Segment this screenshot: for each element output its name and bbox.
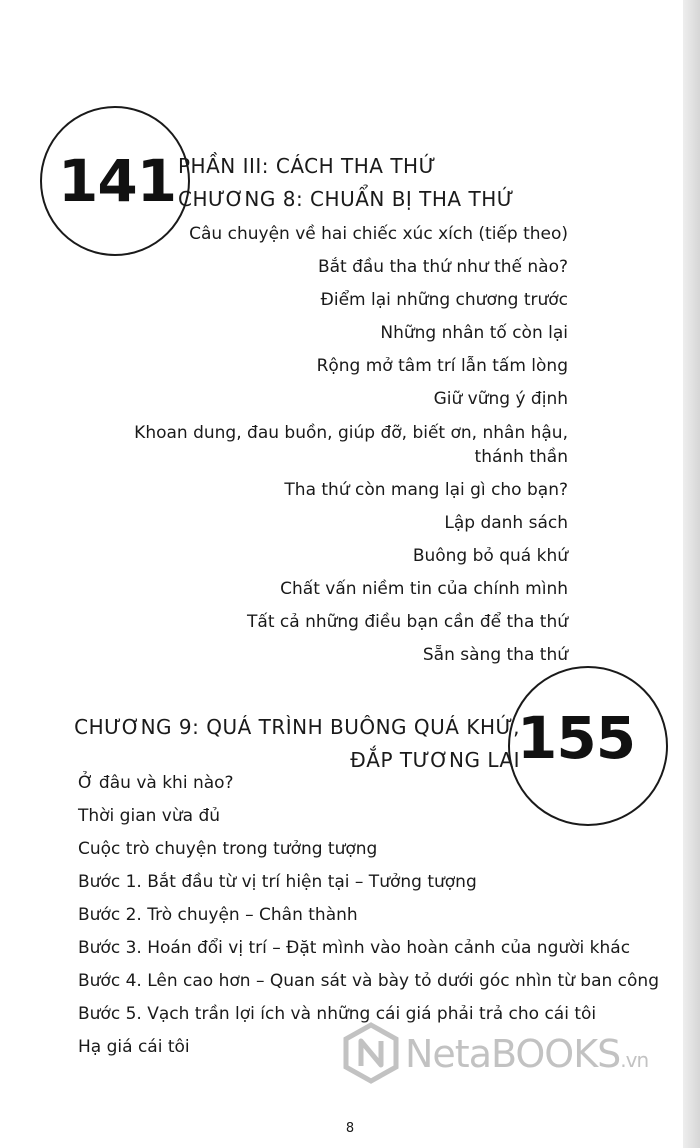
toc-item: Bước 3. Hoán đổi vị trí – Đặt mình vào hoàn cảnh của người khác — [78, 938, 631, 958]
toc-item: Chất vấn niềm tin của chính mình — [280, 579, 568, 599]
chapter-9-title — [74, 711, 520, 777]
watermark-suffix: .vn — [620, 1048, 649, 1072]
chapter-9-title-line: ĐẮP TƯƠNG LAI — [350, 748, 520, 772]
toc-item: Những nhân tố còn lại — [380, 323, 568, 343]
watermark-text — [405, 1032, 648, 1076]
toc-item: Bước 5. Vạch trần lợi ích và những cái giá phải trả cho cái tôi — [78, 1004, 597, 1024]
toc-item: Tất cả những điều bạn cần để tha thứ — [247, 612, 568, 632]
toc-item: Rộng mở tâm trí lẫn tấm lòng — [316, 356, 568, 376]
chapter-8-title: CHƯƠNG 8: CHUẨN BỊ THA THỨ — [178, 187, 515, 211]
chapter-8-sections — [134, 223, 568, 677]
toc-item-line: Khoan dung, đau buồn, giúp đỡ, biết ơn, nhân hậu, — [134, 423, 568, 443]
toc-item: Sẵn sàng tha thứ — [422, 645, 568, 665]
toc-item: Lập danh sách — [444, 513, 568, 533]
toc-item: Bước 2. Trò chuyện – Chân thành — [78, 905, 358, 925]
toc-item: Điểm lại những chương trước — [320, 290, 568, 310]
toc-item: Tha thứ còn mang lại gì cho bạn? — [284, 480, 568, 500]
page-number-155: 155 — [517, 704, 636, 772]
toc-item: Bước 4. Lên cao hơn – Quan sát và bày tỏ dưới góc nhìn từ ban công — [78, 971, 659, 991]
page-number-141: 141 — [58, 147, 177, 215]
scan-edge — [683, 0, 700, 1148]
toc-item-line: thánh thần — [474, 447, 568, 467]
toc-item: Hạ giá cái tôi — [78, 1037, 190, 1057]
n-logo-icon — [343, 1022, 399, 1084]
toc-item: Cuộc trò chuyện trong tưởng tượng — [78, 839, 378, 859]
watermark-brand: NetaBOOKS — [405, 1032, 621, 1076]
netabooks-watermark — [343, 1022, 700, 1086]
toc-item-multiline — [134, 421, 568, 469]
toc-item: Giữ vững ý định — [433, 389, 568, 409]
toc-item: Thời gian vừa đủ — [78, 806, 221, 826]
toc-item: Câu chuyện về hai chiếc xúc xích (tiếp theo) — [189, 224, 568, 244]
part-title: PHẦN III: CÁCH THA THỨ — [178, 154, 437, 178]
folio-page-number: 8 — [345, 1121, 355, 1136]
toc-item: Bước 1. Bắt đầu từ vị trí hiện tại – Tưởng tượng — [78, 872, 477, 892]
toc-item: Buông bỏ quá khứ — [412, 546, 568, 566]
toc-item: Bắt đầu tha thứ như thế nào? — [317, 257, 568, 277]
chapter-9-title-line: CHƯƠNG 9: QUÁ TRÌNH BUÔNG QUÁ KHỨ, — [74, 715, 520, 739]
toc-item: Ở đâu và khi nào? — [78, 773, 234, 793]
